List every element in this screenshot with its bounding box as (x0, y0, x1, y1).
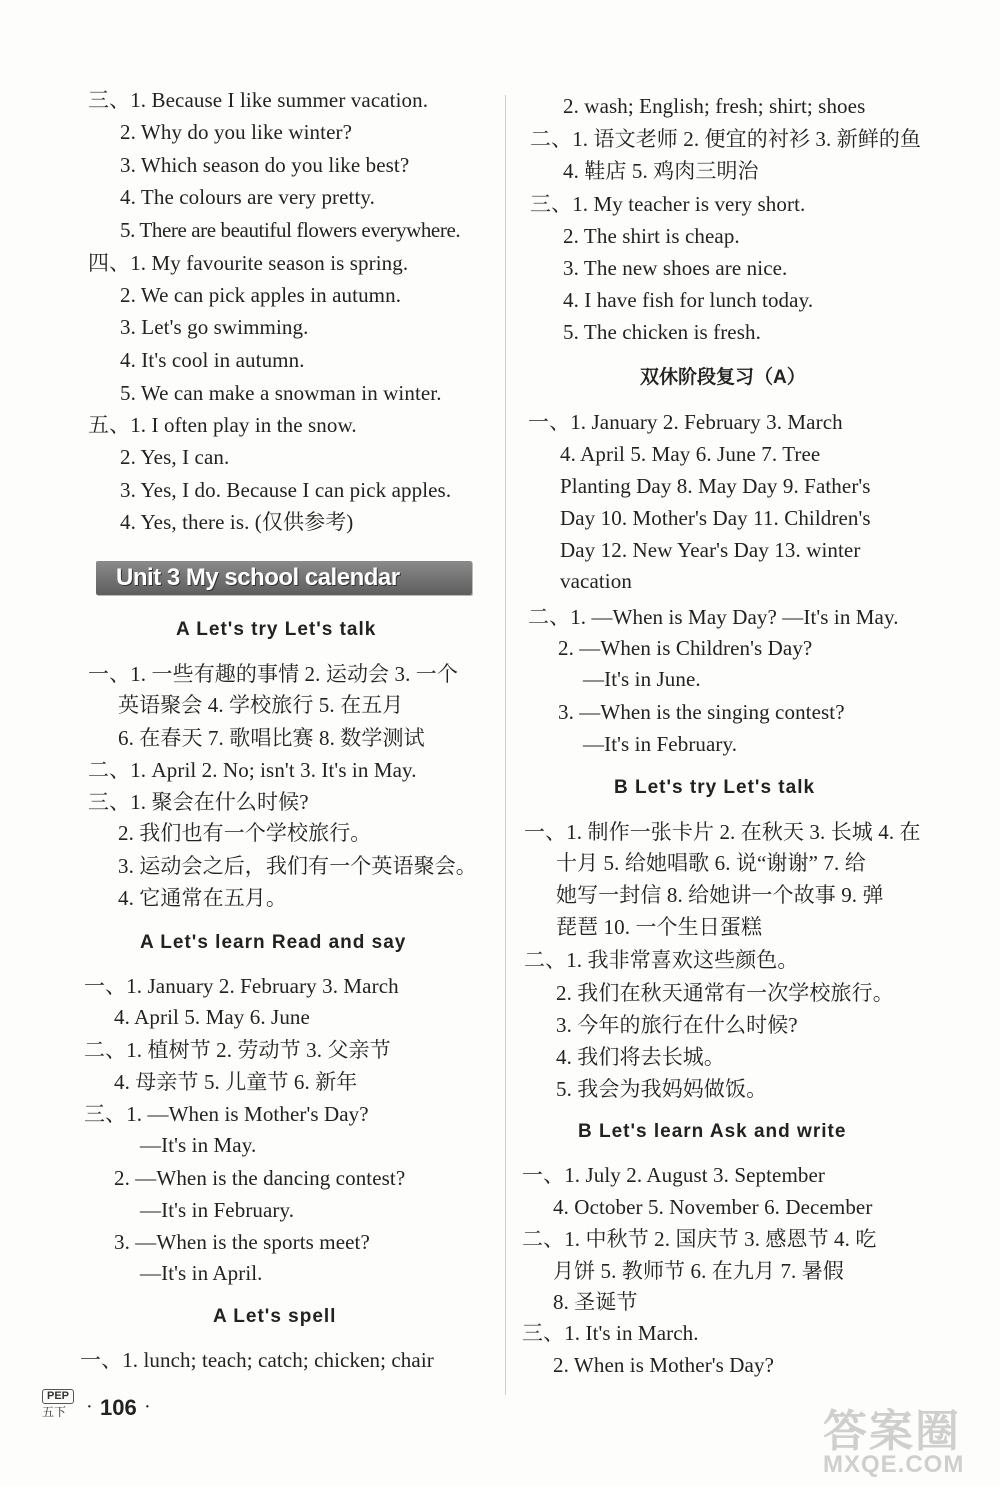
answer-line: 4. April 5. May 6. June 7. Tree (560, 442, 821, 466)
answer-line: 三、1. Because I like summer vacation. (88, 88, 429, 112)
answer-line: 2. 我们也有一个学校旅行。 (118, 821, 372, 845)
unit-title: Unit 3 My school calendar (116, 564, 400, 591)
answer-line: 4. The colours are very pretty. (120, 185, 376, 209)
column-divider (505, 95, 506, 1395)
answer-line: 五、1. I often play in the snow. (88, 413, 357, 437)
answer-line: 二、1. 植树节 2. 劳动节 3. 父亲节 (84, 1038, 391, 1062)
answer-line: 二、1. 中秋节 2. 国庆节 3. 感恩节 4. 吃 (522, 1227, 877, 1251)
answer-line: —It's in May. (140, 1133, 257, 1157)
answer-line: 2. —When is Children's Day? (558, 636, 813, 660)
answer-line: 2. Why do you like winter? (120, 120, 353, 144)
site-watermark (815, 1395, 995, 1485)
answer-line: 3. The new shoes are nice. (563, 256, 788, 280)
answer-line: 3. —When is the sports meet? (114, 1230, 370, 1254)
answer-line: 月饼 5. 教师节 6. 在九月 7. 暑假 (553, 1259, 844, 1283)
answer-line: —It's in April. (140, 1261, 263, 1285)
answer-line: 二、1. —When is May Day? —It's in May. (528, 605, 899, 629)
answer-line: 3. 运动会之后，我们有一个英语聚会。 (118, 854, 477, 878)
answer-line: 二、1. 语文老师 2. 便宜的衬衫 3. 新鲜的鱼 (530, 127, 922, 151)
edition-badge (42, 1389, 74, 1423)
answer-line: 2. We can pick apples in autumn. (120, 283, 402, 307)
unit-title-banner (96, 561, 472, 595)
answer-line: 3. —When is the singing contest? (558, 700, 845, 724)
answer-line: 4. 母亲节 5. 儿童节 6. 新年 (114, 1070, 358, 1094)
answer-line: 4. October 5. November 6. December (553, 1195, 873, 1219)
answer-line: 5. There are beautiful flowers everywhere. (120, 218, 461, 242)
answer-line: 5. We can make a snowman in winter. (120, 381, 442, 405)
page-number: 106 (100, 1395, 137, 1420)
answer-line: 8. 圣诞节 (553, 1290, 638, 1314)
answer-line: 一、1. July 2. August 3. September (522, 1163, 826, 1187)
answer-line: 2. —When is the dancing contest? (114, 1166, 406, 1190)
answer-line: 三、1. —When is Mother's Day? (84, 1102, 369, 1126)
answer-line: 3. Yes, I do. Because I can pick apples. (120, 478, 452, 502)
answer-line: 二、1. April 2. No; isn't 3. It's in May. (88, 758, 417, 782)
answer-line: —It's in February. (583, 732, 738, 756)
answer-line: 一、1. January 2. February 3. March (84, 974, 399, 998)
section-heading: A Let's learn Read and say (140, 932, 407, 953)
section-heading: 双休阶段复习（A） (640, 367, 806, 388)
answer-line: 5. The chicken is fresh. (563, 320, 761, 344)
answer-line: 三、1. My teacher is very short. (530, 192, 806, 216)
answer-line: Planting Day 8. May Day 9. Father's (560, 474, 871, 498)
section-heading: A Let's spell (213, 1306, 337, 1327)
answer-line: 4. 鞋店 5. 鸡肉三明治 (563, 159, 759, 183)
answer-line: 2. When is Mother's Day? (553, 1353, 775, 1377)
answer-line: 一、1. 制作一张卡片 2. 在秋天 3. 长城 4. 在 (524, 820, 921, 844)
answer-line: 4. 它通常在五月。 (118, 886, 287, 910)
answer-line: 4. April 5. May 6. June (114, 1005, 310, 1029)
answer-line: 3. Let's go swimming. (120, 315, 309, 339)
answer-line: 3. Which season do you like best? (120, 153, 410, 177)
page-number-dot: · (144, 1396, 151, 1418)
edition-badge-bottom: 五下 (42, 1405, 67, 1419)
edition-badge-top: PEP (42, 1389, 74, 1404)
answer-line: 琵琶 10. 一个生日蛋糕 (556, 915, 763, 939)
answer-line: 4. I have fish for lunch today. (563, 288, 814, 312)
answer-line: 一、1. lunch; teach; catch; chicken; chair (80, 1348, 434, 1372)
answer-line: 4. It's cool in autumn. (120, 348, 305, 372)
answer-line: 4. Yes, there is. (仅供参考) (120, 510, 354, 534)
answer-line: 一、1. January 2. February 3. March (528, 410, 843, 434)
answer-line: 三、1. 聚会在什么时候? (88, 790, 309, 814)
answer-line: 2. The shirt is cheap. (563, 224, 740, 248)
answer-line: 一、1. 一些有趣的事情 2. 运动会 3. 一个 (88, 662, 458, 686)
answer-line: 4. 我们将去长城。 (556, 1045, 725, 1069)
answer-line: 5. 我会为我妈妈做饭。 (556, 1077, 768, 1101)
page-number-dot: · (86, 1396, 93, 1418)
watermark-logo-text: 答案圈 (823, 1407, 961, 1456)
section-heading: B Let's try Let's talk (614, 777, 816, 798)
answer-line: Day 12. New Year's Day 13. winter (560, 538, 861, 562)
answer-line: 3. 今年的旅行在什么时候? (556, 1013, 798, 1037)
answer-line: 她写一封信 8. 给她讲一个故事 9. 弹 (556, 883, 884, 907)
answer-line: 二、1. 我非常喜欢这些颜色。 (524, 948, 799, 972)
answer-line: —It's in June. (583, 667, 701, 691)
answer-line: 6. 在春天 7. 歌唱比赛 8. 数学测试 (118, 726, 425, 750)
answer-line: 四、1. My favourite season is spring. (88, 251, 409, 275)
section-heading: B Let's learn Ask and write (578, 1121, 847, 1142)
answer-line: 2. 我们在秋天通常有一次学校旅行。 (556, 981, 894, 1005)
answer-line: 英语聚会 4. 学校旅行 5. 在五月 (118, 693, 404, 717)
answer-line: —It's in February. (140, 1198, 295, 1222)
answer-line: Day 10. Mother's Day 11. Children's (560, 506, 871, 530)
answer-line: 2. Yes, I can. (120, 445, 230, 469)
answer-line: vacation (560, 569, 632, 593)
answer-line: 2. wash; English; fresh; shirt; shoes (563, 94, 866, 118)
answer-line: 十月 5. 给她唱歌 6. 说“谢谢” 7. 给 (556, 851, 866, 875)
section-heading: A Let's try Let's talk (176, 619, 377, 640)
answer-line: 三、1. It's in March. (522, 1321, 699, 1345)
watermark-url: MXQE.COM (823, 1451, 965, 1478)
